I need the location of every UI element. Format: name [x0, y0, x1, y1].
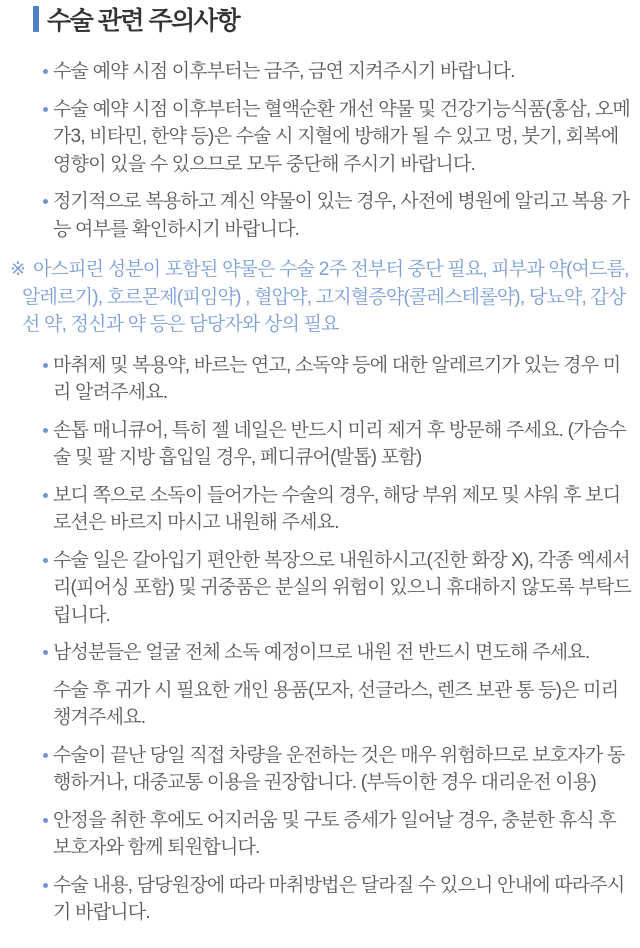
- continuation-paragraph: [0, 677, 632, 732]
- section-header: [33, 5, 640, 33]
- notice-item: [0, 547, 632, 630]
- page-title: 수술 관련 주의사항: [47, 7, 240, 35]
- bullet-icon: [43, 69, 48, 74]
- bullet-icon: [43, 818, 48, 823]
- notice-text: 손톱 매니큐어, 특히 젤 네일은 반드시 미리 제거 후 방문해 주세요. (가슴수술 및 팔 지방 흡입일 경우, 페디큐어(발톱) 포함): [53, 419, 626, 468]
- notice-text: 수술 내용, 담당원장에 따라 마취방법은 달라질 수 있으니 안내에 따라주시기 바랍니다.: [53, 874, 625, 923]
- bullet-icon: [43, 428, 48, 433]
- notice-text: 마취제 및 복용약, 바르는 연고, 소독약 등에 대한 알레르기가 있는 경우 미리 알려주세요.: [53, 354, 621, 403]
- bullet-icon: [43, 199, 48, 204]
- notice-text: 안정을 취한 후에도 어지러움 및 구토 증세가 일어날 경우, 충분한 휴식 후 보호자와 함께 퇴원합니다.: [53, 809, 616, 858]
- notice-text: 수술 예약 시점 이후부터는 금주, 금연 지켜주시기 바랍니다.: [53, 61, 515, 82]
- notice-text: 보디 쪽으로 소독이 들어가는 수술의 경우, 해당 부위 제모 및 샤워 후 보디로션은 바르지 마시고 내원해 주세요.: [53, 484, 621, 533]
- reference-mark-icon: ※: [10, 259, 26, 280]
- notice-text: 남성분들은 얼굴 전체 소독 예정이므로 내원 전 반드시 면도해 주세요.: [53, 642, 590, 663]
- notice-text: 정기적으로 복용하고 계신 약물이 있는 경우, 사전에 병원에 알리고 복용 가능 여부를 확인하시기 바랍니다.: [53, 191, 629, 240]
- bullet-icon: [43, 107, 48, 112]
- notice-item: [0, 872, 632, 927]
- notice-item: [0, 188, 632, 243]
- bullet-icon: [43, 363, 48, 368]
- notice-item: [0, 58, 632, 86]
- bullet-icon: [43, 883, 48, 888]
- notice-text: 수술 일은 갈아입기 편안한 복장으로 내원하시고(진한 화장 X), 각종 엑세서리(피어싱 포함) 및 귀중품은 분실의 위험이 있으니 휴대하지 않도록 부탁드립니다.: [53, 549, 631, 626]
- title-accent-bar: [33, 6, 39, 32]
- notice-item: [0, 482, 632, 537]
- notice-text: 수술 후 귀가 시 필요한 개인 용품(모자, 선글라스, 렌즈 보관 통 등)은 미리 챙겨주세요.: [53, 679, 619, 728]
- notice-list: [0, 58, 640, 927]
- bullet-icon: [43, 493, 48, 498]
- bullet-icon: [43, 753, 48, 758]
- notice-item: [0, 352, 632, 407]
- notice-item: [0, 807, 632, 862]
- bullet-icon: [43, 650, 48, 655]
- notice-item: [0, 417, 632, 472]
- notice-item: [0, 639, 632, 667]
- note-text: 아스피린 성분이 포함된 약물은 수술 2주 전부터 중단 필요, 피부과 약(여드름, 알레르기), 호르몬제(피임약) , 혈압약, 고지혈증약(콜레스테롤약), 당뇨약, 갑상선 약, 정신과 약 등은 담당자와 상의 필요: [22, 259, 629, 335]
- notice-text: 수술이 끝난 당일 직접 차량을 운전하는 것은 매우 위험하므로 보호자가 동행하거나, 대중교통 이용을 권장합니다. (부득이한 경우 대리운전 이용): [53, 744, 625, 793]
- aspirin-warning-note: [0, 256, 632, 339]
- notice-item: [0, 96, 632, 179]
- notice-item: [0, 742, 632, 797]
- bullet-icon: [43, 558, 48, 563]
- notice-text: 수술 예약 시점 이후부터는 혈액순환 개선 약물 및 건강기능식품(홍삼, 오메가3, 비타민, 한약 등)은 수술 시 지혈에 방해가 될 수 있고 멍, 붓기, 회복에 영향이 있을 수 있으므로 모두 중단해 주시기 바랍니다.: [53, 98, 630, 175]
